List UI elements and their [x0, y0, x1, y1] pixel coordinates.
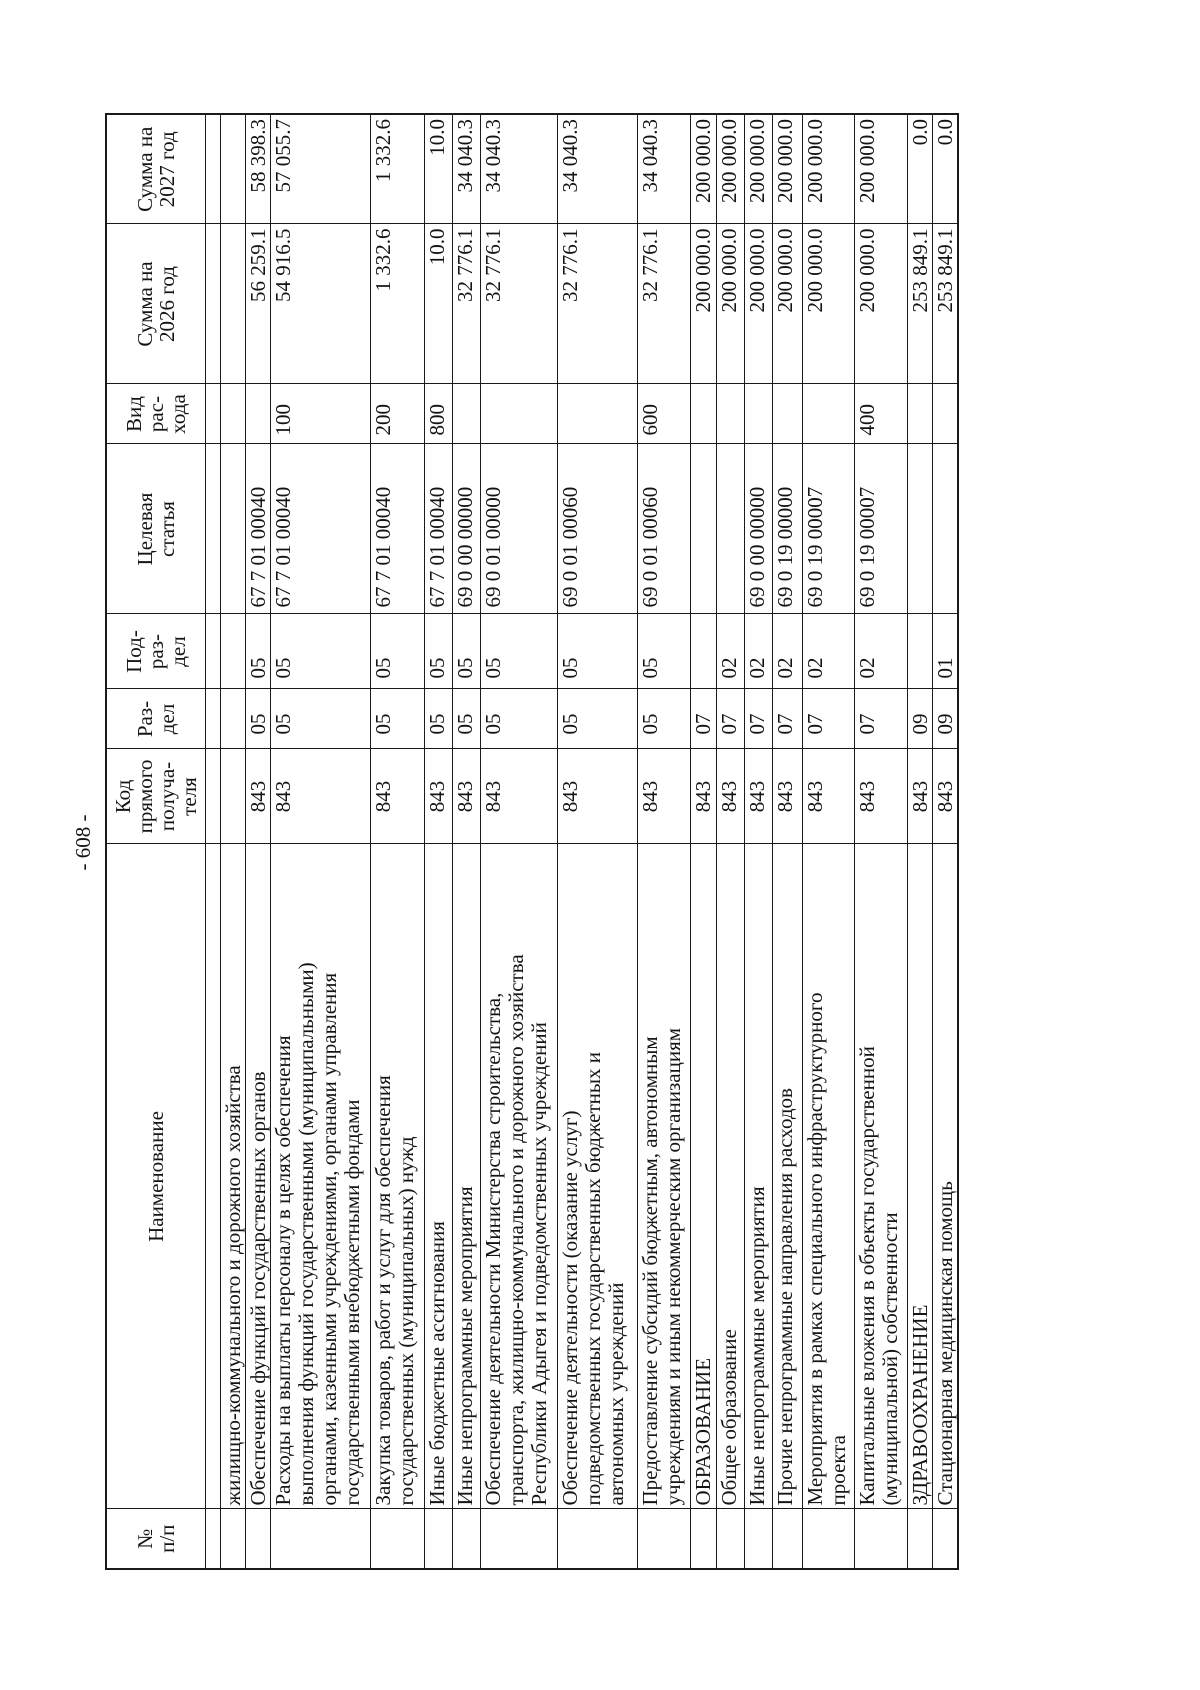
header-recipient-code: Код прямого получа- теля [106, 749, 206, 844]
table-row [558, 114, 638, 1569]
cell-target-article: 69 0 19 00000 [773, 444, 803, 614]
table-row [855, 114, 908, 1569]
cell-sum-2027: 10.0 [425, 114, 453, 224]
table-row [206, 114, 221, 1569]
table-row [221, 114, 246, 1569]
table-row [638, 114, 691, 1569]
cell-recipient-code: 843 [908, 749, 933, 844]
cell-sum-2026: 200 000.0 [745, 224, 773, 384]
cell-sum-2026: 200 000.0 [691, 224, 717, 384]
cell-target-article [691, 444, 717, 614]
cell-expense-type [558, 384, 638, 444]
cell-sum-2027: 0.0 [933, 114, 959, 224]
cell-section: 05 [453, 689, 481, 749]
table-row [803, 114, 855, 1569]
cell-num [481, 1509, 558, 1569]
header-expense-type: Вид рас- хода [106, 384, 206, 444]
cell-section: 07 [745, 689, 773, 749]
cell-sum-2026: 10.0 [425, 224, 453, 384]
table-row [691, 114, 717, 1569]
cell-subsection: 05 [638, 614, 691, 689]
cell-num [221, 1509, 246, 1569]
table-body [206, 114, 959, 1569]
cell-section: 05 [638, 689, 691, 749]
cell-recipient-code: 843 [855, 749, 908, 844]
cell-sum-2026: 200 000.0 [773, 224, 803, 384]
cell-expense-type: 400 [855, 384, 908, 444]
cell-num [691, 1509, 717, 1569]
cell-target-article [933, 444, 959, 614]
cell-num [453, 1509, 481, 1569]
cell-subsection: 05 [481, 614, 558, 689]
cell-recipient-code: 843 [933, 749, 959, 844]
cell-section: 05 [558, 689, 638, 749]
rotated-sheet [55, 115, 955, 1570]
cell-expense-type [221, 384, 246, 444]
cell-num [933, 1509, 959, 1569]
table-row [271, 114, 371, 1569]
cell-sum-2027: 200 000.0 [773, 114, 803, 224]
cell-target-article: 69 0 00 00000 [745, 444, 773, 614]
cell-sum-2027: 200 000.0 [717, 114, 745, 224]
cell-recipient-code [206, 749, 221, 844]
cell-expense-type [453, 384, 481, 444]
cell-target-article: 67 7 01 00040 [371, 444, 425, 614]
cell-section: 05 [271, 689, 371, 749]
cell-num [638, 1509, 691, 1569]
cell-recipient-code: 843 [745, 749, 773, 844]
cell-sum-2026: 32 776.1 [481, 224, 558, 384]
cell-name: Мероприятия в рамках специального инфраструктурного проекта [803, 844, 855, 1509]
cell-recipient-code: 843 [481, 749, 558, 844]
cell-section: 05 [481, 689, 558, 749]
cell-recipient-code: 843 [371, 749, 425, 844]
cell-num [908, 1509, 933, 1569]
cell-subsection: 02 [773, 614, 803, 689]
table-row [481, 114, 558, 1569]
cell-sum-2026 [206, 224, 221, 384]
cell-subsection: 05 [271, 614, 371, 689]
cell-num [773, 1509, 803, 1569]
cell-recipient-code: 843 [246, 749, 271, 844]
cell-recipient-code: 843 [803, 749, 855, 844]
cell-name: Обеспечение функций государственных органов [246, 844, 271, 1509]
cell-section: 05 [425, 689, 453, 749]
cell-target-article: 69 0 01 00060 [558, 444, 638, 614]
cell-subsection: 05 [425, 614, 453, 689]
table-row [717, 114, 745, 1569]
cell-expense-type: 600 [638, 384, 691, 444]
cell-expense-type [717, 384, 745, 444]
cell-target-article: 67 7 01 00040 [246, 444, 271, 614]
cell-recipient-code: 843 [425, 749, 453, 844]
budget-table [105, 113, 959, 1570]
cell-sum-2027: 200 000.0 [691, 114, 717, 224]
cell-name: ОБРАЗОВАНИЕ [691, 844, 717, 1509]
cell-sum-2026: 32 776.1 [558, 224, 638, 384]
header-name: Наименование [106, 844, 206, 1509]
cell-num [745, 1509, 773, 1569]
header-target-article: Целевая статья [106, 444, 206, 614]
cell-name: Обеспечение деятельности (оказание услуг) подведомственных государственных бюджетных и автономных учреждений [558, 844, 638, 1509]
cell-target-article [206, 444, 221, 614]
cell-num [271, 1509, 371, 1569]
cell-expense-type [691, 384, 717, 444]
table-row [453, 114, 481, 1569]
cell-sum-2026: 32 776.1 [638, 224, 691, 384]
cell-sum-2027: 0.0 [908, 114, 933, 224]
cell-target-article: 69 0 01 00060 [638, 444, 691, 614]
cell-target-article: 69 0 01 00000 [481, 444, 558, 614]
cell-name: ЗДРАВООХРАНЕНИЕ [908, 844, 933, 1509]
header-section: Раз- дел [106, 689, 206, 749]
cell-expense-type [773, 384, 803, 444]
cell-sum-2026: 56 259.1 [246, 224, 271, 384]
cell-expense-type [933, 384, 959, 444]
header-subsection: Под- раз- дел [106, 614, 206, 689]
cell-sum-2026: 253 849.1 [908, 224, 933, 384]
cell-target-article [717, 444, 745, 614]
cell-section: 07 [773, 689, 803, 749]
cell-num [717, 1509, 745, 1569]
cell-sum-2027: 58 398.3 [246, 114, 271, 224]
cell-subsection [206, 614, 221, 689]
cell-sum-2027: 34 040.3 [638, 114, 691, 224]
cell-section: 07 [855, 689, 908, 749]
cell-expense-type [745, 384, 773, 444]
cell-sum-2027: 57 055.7 [271, 114, 371, 224]
cell-subsection [691, 614, 717, 689]
cell-num [855, 1509, 908, 1569]
cell-expense-type [206, 384, 221, 444]
cell-expense-type: 200 [371, 384, 425, 444]
cell-section: 05 [246, 689, 271, 749]
cell-subsection: 05 [558, 614, 638, 689]
cell-sum-2027: 1 332.6 [371, 114, 425, 224]
cell-subsection: 05 [371, 614, 425, 689]
cell-subsection: 01 [933, 614, 959, 689]
table-row [933, 114, 959, 1569]
cell-subsection [908, 614, 933, 689]
cell-name: Прочие непрограммные направления расходов [773, 844, 803, 1509]
cell-name: Иные непрограммные мероприятия [745, 844, 773, 1509]
cell-subsection [221, 614, 246, 689]
cell-sum-2027: 34 040.3 [558, 114, 638, 224]
cell-name: Иные непрограммные мероприятия [453, 844, 481, 1509]
table-row [908, 114, 933, 1569]
cell-recipient-code: 843 [558, 749, 638, 844]
cell-target-article: 67 7 01 00040 [271, 444, 371, 614]
cell-section: 05 [371, 689, 425, 749]
cell-target-article: 69 0 19 00007 [803, 444, 855, 614]
cell-target-article: 67 7 01 00040 [425, 444, 453, 614]
cell-target-article [221, 444, 246, 614]
table-row [425, 114, 453, 1569]
cell-target-article [908, 444, 933, 614]
cell-num [558, 1509, 638, 1569]
cell-num [425, 1509, 453, 1569]
cell-sum-2026: 1 332.6 [371, 224, 425, 384]
cell-name: Иные бюджетные ассигнования [425, 844, 453, 1509]
cell-section: 07 [691, 689, 717, 749]
cell-section [221, 689, 246, 749]
cell-sum-2026: 200 000.0 [717, 224, 745, 384]
cell-expense-type [803, 384, 855, 444]
cell-recipient-code: 843 [717, 749, 745, 844]
cell-section: 07 [717, 689, 745, 749]
cell-sum-2027: 200 000.0 [745, 114, 773, 224]
cell-subsection: 05 [453, 614, 481, 689]
cell-name: жилищно-коммунального и дорожного хозяйства [221, 844, 246, 1509]
cell-subsection: 05 [246, 614, 271, 689]
cell-sum-2026 [221, 224, 246, 384]
cell-target-article: 69 0 19 00007 [855, 444, 908, 614]
cell-name: Обеспечение деятельности Министерства строительства, транспорта, жилищно-коммунального и дорожного хозяйства Республики Адыгея и подведомственных учреждений [481, 844, 558, 1509]
header-row [106, 114, 206, 1569]
cell-sum-2027 [221, 114, 246, 224]
cell-sum-2027: 34 040.3 [481, 114, 558, 224]
cell-subsection: 02 [717, 614, 745, 689]
page-number: - 608 - [71, 814, 95, 871]
table-row [371, 114, 425, 1569]
table-row [773, 114, 803, 1569]
table-row [246, 114, 271, 1569]
cell-subsection: 02 [745, 614, 773, 689]
cell-num [206, 1509, 221, 1569]
cell-name: Предоставление субсидий бюджетным, автономным учреждениям и иным некоммерческим организациям [638, 844, 691, 1509]
header-sum-2026: Сумма на 2026 год [106, 224, 206, 384]
cell-sum-2027 [206, 114, 221, 224]
table-header [106, 114, 206, 1569]
cell-recipient-code: 843 [773, 749, 803, 844]
cell-sum-2026: 253 849.1 [933, 224, 959, 384]
cell-recipient-code: 843 [638, 749, 691, 844]
cell-num [803, 1509, 855, 1569]
cell-num [371, 1509, 425, 1569]
cell-name: Капитальные вложения в объекты государственной (муниципальной) собственности [855, 844, 908, 1509]
cell-sum-2027: 200 000.0 [803, 114, 855, 224]
cell-name: Закупка товаров, работ и услуг для обеспечения государственных (муниципальных) нужд [371, 844, 425, 1509]
cell-expense-type [908, 384, 933, 444]
cell-name [206, 844, 221, 1509]
cell-sum-2026: 200 000.0 [803, 224, 855, 384]
cell-sum-2027: 200 000.0 [855, 114, 908, 224]
cell-recipient-code: 843 [453, 749, 481, 844]
cell-recipient-code: 843 [691, 749, 717, 844]
cell-target-article: 69 0 00 00000 [453, 444, 481, 614]
cell-sum-2027: 34 040.3 [453, 114, 481, 224]
cell-name: Стационарная медицинская помощь [933, 844, 959, 1509]
cell-section: 09 [933, 689, 959, 749]
cell-recipient-code: 843 [271, 749, 371, 844]
cell-expense-type [246, 384, 271, 444]
table-row [745, 114, 773, 1569]
cell-section: 09 [908, 689, 933, 749]
header-sum-2027: Сумма на 2027 год [106, 114, 206, 224]
cell-recipient-code [221, 749, 246, 844]
cell-expense-type: 100 [271, 384, 371, 444]
cell-section: 07 [803, 689, 855, 749]
cell-name: Общее образование [717, 844, 745, 1509]
cell-expense-type: 800 [425, 384, 453, 444]
cell-name: Расходы на выплаты персоналу в целях обеспечения выполнения функций государственными (муниципальными) органами, казенными учреждениями, органами управления государственными внебюджетными фондами [271, 844, 371, 1509]
cell-num [246, 1509, 271, 1569]
header-num: № п/п [106, 1509, 206, 1569]
cell-subsection: 02 [803, 614, 855, 689]
cell-sum-2026: 200 000.0 [855, 224, 908, 384]
cell-subsection: 02 [855, 614, 908, 689]
cell-sum-2026: 54 916.5 [271, 224, 371, 384]
cell-expense-type [481, 384, 558, 444]
cell-sum-2026: 32 776.1 [453, 224, 481, 384]
cell-section [206, 689, 221, 749]
